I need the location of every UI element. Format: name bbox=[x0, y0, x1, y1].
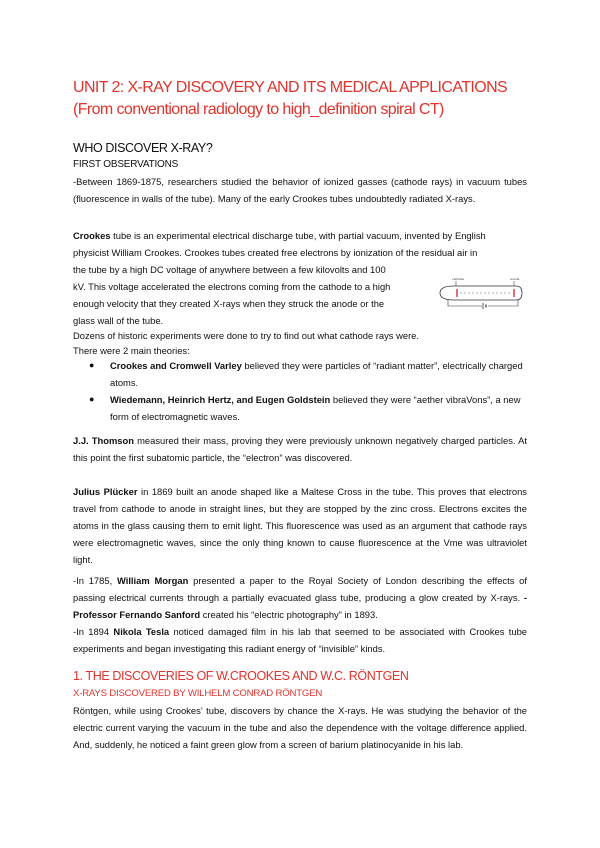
anode-label: anode bbox=[510, 277, 520, 281]
unit-title: UNIT 2: X-RAY DISCOVERY AND ITS MEDICAL APPLICATIONS bbox=[73, 79, 508, 96]
who-heading: WHO DISCOVER X-RAY? bbox=[73, 141, 213, 155]
section-1-heading: 1. THE DISCOVERIES OF W.CROOKES AND W.C. RÖNTGEN bbox=[73, 669, 409, 683]
first-observations-heading: FIRST OBSERVATIONS bbox=[73, 159, 179, 170]
list-item: ● Wiedemann, Heinrich Hertz, and Eugen Goldstein believed they were “aether vibraVons”, a new form of electromagnetic waves. bbox=[89, 394, 521, 422]
crookes-line-1: Crookes tube is an experimental electrical discharge tube, with partial vacuum, invented by English bbox=[73, 230, 486, 241]
crookes-line-5: enough velocity that they created X-rays when they struck the anode or the bbox=[73, 298, 385, 309]
theories-intro-2: There were 2 main theories: bbox=[73, 345, 190, 356]
morgan-paragraph: -In 1785, William Morgan presented a paper to the Royal Society of London describing the effects of passing electrical currents through a partially evacuated glass tube, producing a glow created by X-rays. -Professor Fernando Sanford created his “electric photography” in 1893. bbox=[73, 575, 527, 620]
cathode-label: cathode bbox=[452, 277, 465, 281]
crookes-line-4: kV. This voltage accelerated the electrons coming from the cathode to a high bbox=[73, 281, 391, 292]
unit-subtitle: (From conventional radiology to high_definition spiral CT) bbox=[73, 101, 444, 118]
plucker-paragraph: Julius Plücker in 1869 built an anode shaped like a Maltese Cross in the tube. This proves that electrons travel from cathode to anode in straight lines, but they are stopped by the zinc cross. Electrons excites the atoms in the glass causing them to emit light. This fluorescence was used as an argument that cathode rays were electromagnetic waves, since the only thing known to cause fluorescence at the Vme was ultraviolet light. bbox=[73, 486, 527, 565]
tesla-paragraph: -In 1894 Nikola Tesla noticed damaged film in his lab that seemed to be associated with Crookes tube experiments and began investigating this radiant energy of “invisible” kinds. bbox=[73, 626, 528, 654]
crookes-tube-figure bbox=[430, 272, 526, 312]
first-observations-paragraph: -Between 1869-1875, researchers studied the behavior of ionized gasses (cathode rays) in vacuum tubes (fluorescence in walls of the tube). Many of the early Crookes tubes undoubtedly radiated X-rays. bbox=[73, 176, 527, 204]
crookes-term: Crookes bbox=[73, 230, 111, 241]
crookes-line-6: glass wall of the tube. bbox=[73, 315, 164, 326]
crookes-line-2: physicist William Crookes. Crookes tubes created free electrons by ionization of the residual air in bbox=[73, 247, 478, 258]
theories-list bbox=[73, 357, 527, 425]
rontgen-paragraph: Röntgen, while using Crookes’ tube, discovers by chance the X-rays. He was studying the behavior of the electric current varying the vacuum in the tube and also the dependence with the voltage difference applied. And, suddenly, he noticed a faint green glow from a screen of barium platinocyanide in his lab. bbox=[73, 705, 527, 750]
crookes-line-3: the tube by a high DC voltage of anywhere between a few kilovolts and 100 bbox=[73, 264, 386, 275]
section-1-subheading: X-RAYS DISCOVERED BY WILHELM CONRAD RÖNTGEN bbox=[73, 688, 323, 699]
theories-intro-1: Dozens of historic experiments were done to try to find out what cathode rays were. bbox=[73, 330, 420, 341]
list-item: ● Crookes and Cromwell Varley believed they were particles of “radiant matter”, electrically charged atoms. bbox=[89, 360, 523, 388]
thomson-paragraph: J.J. Thomson measured their mass, proving they were previously unknown negatively charged particles. At this point the first subatomic particle, the “electron” was discovered. bbox=[73, 435, 527, 463]
